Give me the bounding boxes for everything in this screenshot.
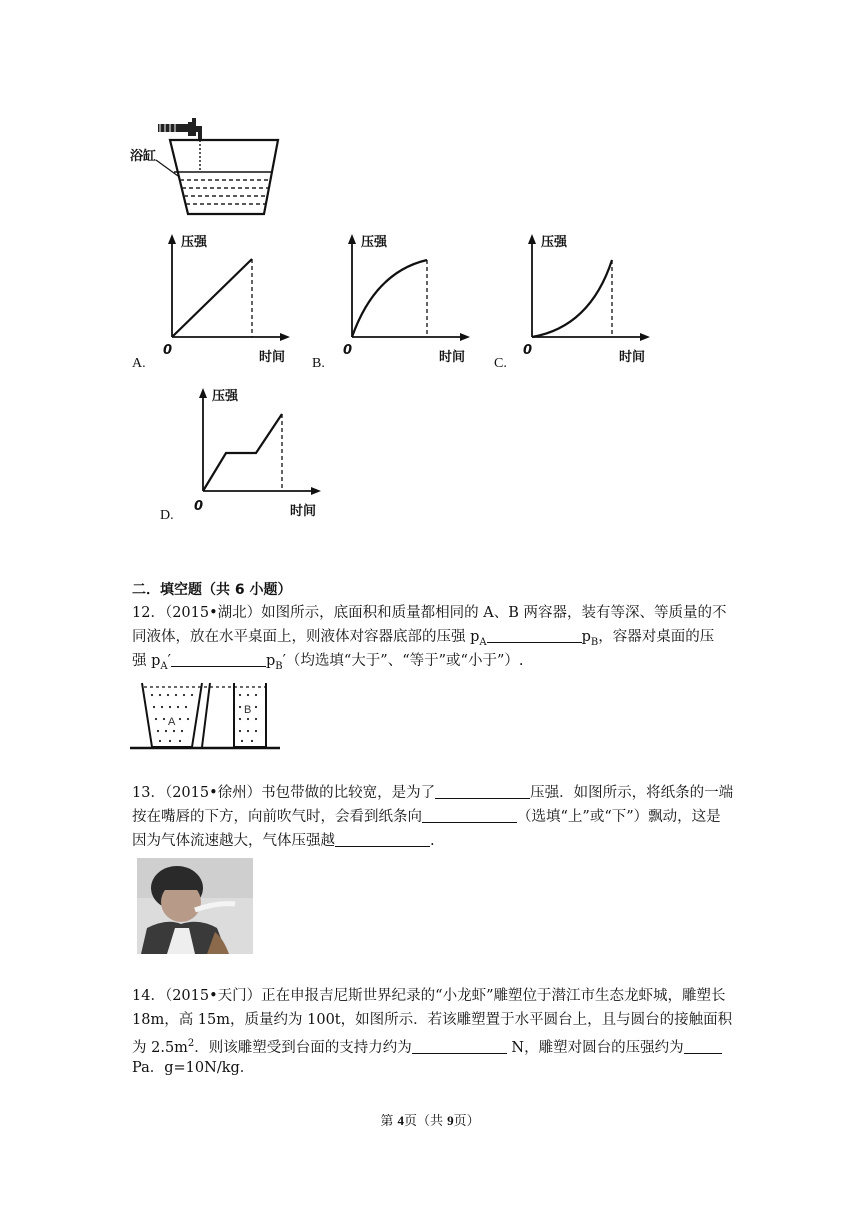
option-b-label: B.: [312, 356, 325, 371]
graph-a: [155, 232, 300, 367]
option-c-label: C.: [494, 356, 507, 371]
x-axis-label: 时间: [259, 350, 286, 365]
container-a-label: A: [168, 716, 176, 728]
q12-line-2: 同液体，放在水平桌面上，则液体对容器底部的压强 $p_A$ $p_B$，容器对桌面的压: [132, 629, 715, 648]
q13-blank-3[interactable]: [335, 831, 430, 847]
page-total: 9: [447, 1113, 454, 1128]
q13-line-1: 13．（2015•徐州）书包带做的比较宽，是为了 压强．如图所示，将纸条的一端: [132, 785, 734, 801]
page-footer: 第 4页（共 9页）: [380, 1113, 480, 1129]
x-axis-label: 时间: [439, 350, 466, 365]
q14-blank-2[interactable]: [684, 1038, 722, 1054]
graph-d: [186, 386, 331, 521]
boy-blowing-photo: [137, 858, 253, 954]
q12-line-3: 强 $p_A'$ $p_B'$（均选填“大于”、“等于”或“小于”）.: [132, 653, 524, 672]
y-axis-label: 压强: [212, 389, 239, 404]
q13-line-2: 按在嘴唇的下方，向前吹气时，会看到纸条向 （选填“上”或“下”）飘动，这是: [132, 809, 721, 825]
q12-blank-1[interactable]: [487, 627, 582, 643]
x-axis-label: 时间: [619, 350, 646, 365]
bathtub-figure: [130, 118, 290, 218]
origin-label: 0: [163, 343, 173, 358]
origin-label: 0: [194, 499, 204, 514]
option-d-label: D.: [160, 508, 174, 523]
container-b-label: B: [244, 704, 252, 716]
q13-line-3: 因为气体流速越大，气体压强越 .: [132, 833, 435, 849]
bathtub-label: 浴缸: [130, 149, 157, 164]
option-a-label: A.: [132, 356, 146, 371]
q12-line-1: 12．（2015•湖北）如图所示，底面积和质量都相同的 A、B 两容器，装有等深、等质量的不: [132, 605, 727, 621]
x-axis-label: 时间: [290, 504, 317, 519]
graph-b: [335, 232, 480, 367]
y-axis-label: 压强: [541, 235, 568, 250]
q13-blank-1[interactable]: [435, 783, 530, 799]
page-number: 4: [397, 1113, 404, 1128]
containers-figure: [130, 677, 280, 752]
q14-line-1: 14．（2015•天门）正在申报吉尼斯世界纪录的“小龙虾”雕塑位于潜江市生态龙虾城，雕塑长: [132, 988, 726, 1004]
q12-blank-2[interactable]: [171, 651, 266, 667]
q13-blank-2[interactable]: [422, 807, 517, 823]
q14-blank-1[interactable]: [412, 1038, 507, 1054]
section-heading: 二．填空题（共 6 小题）: [132, 582, 292, 598]
y-axis-label: 压强: [181, 235, 208, 250]
q14-line-2: 18m，高 15m，质量约为 100t，如图所示．若该雕塑置于水平圆台上，且与圆台的接触面积: [132, 1012, 733, 1028]
q14-line-3: 为 $2.5m^2$．则该雕塑受到台面的支持力约为 N，雕塑对圆台的压强约为: [132, 1033, 722, 1059]
origin-label: 0: [523, 343, 533, 358]
graph-c: [515, 232, 660, 367]
q14-line-4: Pa．g=10N/kg．: [132, 1060, 255, 1076]
origin-label: 0: [343, 343, 353, 358]
y-axis-label: 压强: [361, 235, 388, 250]
